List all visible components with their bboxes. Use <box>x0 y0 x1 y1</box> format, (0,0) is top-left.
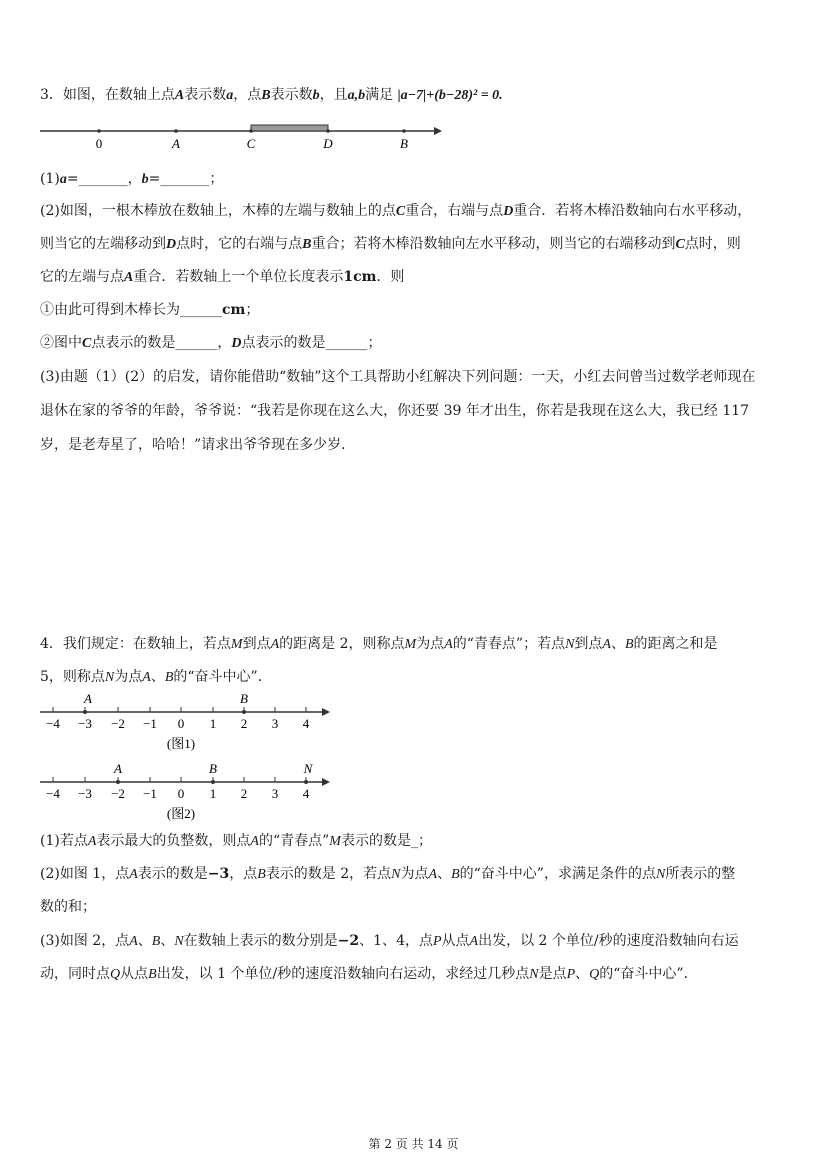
point-label: C <box>82 336 92 351</box>
q4-text: 为点 <box>400 866 429 882</box>
q4-text: ，点 <box>229 866 258 882</box>
axis-label-b: B <box>400 136 408 151</box>
axis-label-0: 0 <box>95 136 103 151</box>
point-b-marker <box>211 780 215 784</box>
q4-text: 、 <box>150 669 165 685</box>
point-label: Q <box>110 967 121 982</box>
q3-text: 重合．若将木棒沿数轴向右水平移动， <box>513 203 752 219</box>
point-label: A <box>428 867 438 882</box>
q4-text: 从点 <box>441 933 470 949</box>
q3-text: 点表示的数是 <box>241 335 326 351</box>
q4-text: 到点 <box>242 636 271 652</box>
point-label: M <box>329 834 341 849</box>
q4-text: 、 <box>610 636 625 652</box>
tick-marks <box>53 777 306 782</box>
point-label: P <box>566 967 576 982</box>
q4-text: 、 <box>575 966 590 982</box>
tick-labels <box>46 716 310 731</box>
q4-part3-line-2 <box>40 964 698 985</box>
q4-part3-line-1 <box>40 931 739 952</box>
point-label: N <box>655 867 666 882</box>
point-label: A <box>87 834 97 849</box>
tick-label: 0 <box>177 716 185 731</box>
q3-text: 表示数 <box>270 87 313 103</box>
point-label: N <box>174 934 184 949</box>
point-a-marker <box>116 780 120 784</box>
point-label: C <box>395 204 406 219</box>
q3-text: ．则 <box>376 269 405 285</box>
axis-label-c: C <box>246 136 256 151</box>
point-b-label: B <box>209 761 217 776</box>
q3-part3-line-2: 退休在家的爷爷的年龄，爷爷说：“我若是你现在这么大，你还要 39 年才出生，你若是我现在这么大，我已经 117 <box>40 403 750 419</box>
q3-text: ； <box>245 302 260 318</box>
point-b-marker <box>242 710 246 714</box>
q4-text: 的距离之和是 <box>633 636 718 652</box>
axis-point <box>326 129 330 133</box>
q3-text: 点时，则 <box>684 236 741 252</box>
unit: 1cm <box>343 269 377 285</box>
q3-text: 重合，右端与点 <box>405 203 504 219</box>
point-label: N <box>565 637 575 652</box>
point-label: N <box>529 967 539 982</box>
point-label: D <box>166 237 177 252</box>
q3-text: 表示数 <box>184 87 227 103</box>
tick-label: 1 <box>209 786 217 801</box>
axis-point <box>402 129 406 133</box>
point-label: N <box>391 867 401 882</box>
q4-text: 的“奋斗中心”． <box>173 669 272 685</box>
q3-text: ； <box>209 171 224 187</box>
q3-text: ，点 <box>233 87 262 103</box>
q3-text: 点时，它的右端与点 <box>176 236 303 252</box>
q4-text: 在数轴上表示的数分别是 <box>183 933 338 949</box>
point-label: A <box>142 670 151 685</box>
equals: = <box>148 171 161 187</box>
axis-arrow <box>322 708 330 716</box>
number: −2 <box>337 933 360 949</box>
q3-text: 则当它的左端移动到 <box>40 236 166 252</box>
q3-number-line <box>38 120 448 156</box>
q3-text: 3．如图，在数轴上点 <box>40 87 175 103</box>
q4-text: 的“青春点”；若点 <box>452 636 566 652</box>
q4-part2-line-2: 数的和； <box>40 899 96 915</box>
answer-blank: ______ <box>180 302 222 318</box>
q4-text: 出发，以 2 个单位/秒的速度沿数轴向右运 <box>478 933 739 949</box>
point-label: M <box>404 637 417 652</box>
q4-figure-1 <box>38 690 338 755</box>
figure-caption: (图1) <box>166 736 196 751</box>
q4-line-1 <box>40 634 718 655</box>
q3-text: ， <box>127 171 142 187</box>
q3-part3-line-1: (3)由题（1）(2）的启发，请你能借助“数轴”这个工具帮助小红解决下列问题：一天，小红去问曾当过数学老师现在 <box>40 369 756 385</box>
point-label: A <box>129 867 138 882</box>
q4-text: 所表示的整 <box>665 866 736 882</box>
tick-label: −4 <box>46 716 60 731</box>
point-label: B <box>164 670 174 685</box>
point-label: B <box>148 967 157 982</box>
q4-text: (1)若点 <box>40 833 88 849</box>
q4-line-2 <box>40 667 272 688</box>
tick-label: −2 <box>111 786 125 801</box>
point-label: A <box>602 637 611 652</box>
equation: |a−7|+(b−28)² = 0. <box>397 88 503 103</box>
q3-text: (1) <box>40 171 60 187</box>
point-label: A <box>124 270 134 285</box>
answer-blank: _______ <box>160 171 210 187</box>
q3-part1 <box>40 169 223 190</box>
q4-text: 表示的数是 2，若点 <box>265 866 392 882</box>
point-label: D <box>231 336 242 351</box>
answer-blank: ______ <box>175 335 218 351</box>
point-a-label: A <box>114 761 122 776</box>
point-a-marker <box>83 710 87 714</box>
tick-label: 1 <box>209 716 217 731</box>
number: −3 <box>207 866 230 882</box>
tick-label: 3 <box>271 786 279 801</box>
q4-text: 表示的数是 <box>137 866 208 882</box>
axis-point <box>174 129 178 133</box>
point-label: M <box>230 637 243 652</box>
q4-text: 表示最大的负整数，则点 <box>96 833 251 849</box>
answer-blank: ______ <box>325 335 368 351</box>
variable: a <box>347 88 355 103</box>
q3-text: 点表示的数是 <box>91 335 176 351</box>
tick-label: −3 <box>78 716 92 731</box>
point-n-marker <box>304 780 308 784</box>
q4-text: 是点 <box>538 966 567 982</box>
point-label: B <box>257 867 266 882</box>
q4-text: 5，则称点 <box>40 669 105 685</box>
q3-text: 重合．若数轴上一个单位长度表示 <box>133 269 344 285</box>
tick-label: −3 <box>78 786 92 801</box>
q3-text: ， <box>217 335 232 351</box>
q4-text: 、 <box>160 933 175 949</box>
axis-arrow <box>322 778 330 786</box>
wood-stick <box>251 125 328 131</box>
point-a-label: A <box>84 691 92 706</box>
q4-text: 为点 <box>114 669 143 685</box>
variable: b <box>312 88 320 103</box>
q3-text: 它的左端与点 <box>40 269 124 285</box>
tick-label: −4 <box>46 786 60 801</box>
variable: b <box>141 172 149 187</box>
q3-part2-line-1 <box>40 201 751 222</box>
answer-blank: _______ <box>78 171 128 187</box>
page-footer: 第 2 页 共 14 页 <box>368 1137 459 1151</box>
q3-text: ②图中 <box>40 335 82 351</box>
q4-text: (3)如图 2，点 <box>40 933 130 949</box>
tick-label: 4 <box>302 716 310 731</box>
point-label: B <box>302 237 312 252</box>
q3-part2-item-1 <box>40 300 259 320</box>
tick-label: 2 <box>240 716 248 731</box>
point-label: C <box>675 237 685 252</box>
q3-text: 满足 <box>365 87 394 103</box>
point-label: A <box>250 834 259 849</box>
tick-label: −2 <box>111 716 125 731</box>
tick-label: 2 <box>240 786 248 801</box>
tick-label: −1 <box>143 786 157 801</box>
tick-label: 3 <box>271 716 279 731</box>
point-label: Q <box>589 967 600 982</box>
q4-text: 、 <box>437 866 452 882</box>
q4-text: 、 <box>137 933 152 949</box>
tick-label: 4 <box>302 786 310 801</box>
point-label: A <box>270 637 280 652</box>
q3-part3-line-3: 岁，是老寿星了，哈哈！”请求出爷爷现在多少岁． <box>40 437 356 453</box>
q3-text: ，且 <box>319 87 348 103</box>
tick-marks <box>53 707 306 712</box>
q4-text: 表示的数是_； <box>340 833 432 849</box>
axis-label-d: D <box>323 136 333 151</box>
q4-text: (2)如图 1，点 <box>40 866 130 882</box>
q4-text: 、1、4，点 <box>359 933 433 949</box>
q3-text: ； <box>367 335 382 351</box>
q4-part2-line-1 <box>40 864 735 885</box>
axis-point <box>97 129 101 133</box>
point-label: P <box>432 934 442 949</box>
q4-text: 出发，以 1 个单位/秒的速度沿数轴向右运动，求经过几秒点 <box>156 966 530 982</box>
q4-text: 4．我们规定：在数轴上，若点 <box>40 636 231 652</box>
figure-caption: (图2) <box>166 806 196 821</box>
tick-label: −1 <box>143 716 157 731</box>
point-label: N <box>104 670 115 685</box>
q3-text: ①由此可得到木棒长为 <box>40 302 180 318</box>
variable: a <box>226 88 234 103</box>
q4-text: 的“奋斗中心”． <box>599 966 698 982</box>
point-label: A <box>444 637 453 652</box>
tick-labels <box>46 786 310 801</box>
q3-part2-line-3 <box>40 267 404 288</box>
point-label: B <box>261 88 271 103</box>
axis-point <box>249 129 253 133</box>
q3-part2-line-2 <box>40 234 741 255</box>
comma: , <box>354 88 359 103</box>
q4-figure-2 <box>38 760 338 825</box>
q4-part1 <box>40 831 432 852</box>
point-label: A <box>469 934 479 949</box>
q4-text: 从点 <box>120 966 149 982</box>
point-label: B <box>151 934 161 949</box>
q4-text: 的“奋斗中心”，求满足条件的点 <box>459 866 656 882</box>
point-n-label: N <box>303 761 313 776</box>
axis-label-a: A <box>172 136 180 151</box>
equals: = <box>66 171 79 187</box>
q3-line-1 <box>40 85 503 106</box>
q3-text: 重合；若将木棒沿数轴向左水平移动，则当它的右端移动到 <box>311 236 676 252</box>
point-b-label: B <box>240 691 248 706</box>
point-label: D <box>503 204 514 219</box>
q4-text: 动，同时点 <box>40 966 110 982</box>
point-label: A <box>129 934 138 949</box>
point-label: A <box>174 88 185 103</box>
variable: a <box>59 172 67 187</box>
q3-part2-item-2 <box>40 333 381 354</box>
point-label: B <box>451 867 460 882</box>
unit: cm <box>222 302 246 318</box>
q4-text: 为点 <box>416 636 445 652</box>
tick-label: 0 <box>177 786 185 801</box>
point-label: B <box>624 637 634 652</box>
q3-text: (2)如图，一根木棒放在数轴上，木棒的左端与数轴上的点 <box>40 203 396 219</box>
q4-text: 的距离是 2，则称点 <box>279 636 405 652</box>
q4-text: 的“青春点” <box>258 833 330 849</box>
variable: b <box>358 88 366 103</box>
q4-text: 到点 <box>574 636 603 652</box>
axis-arrow <box>434 127 442 135</box>
